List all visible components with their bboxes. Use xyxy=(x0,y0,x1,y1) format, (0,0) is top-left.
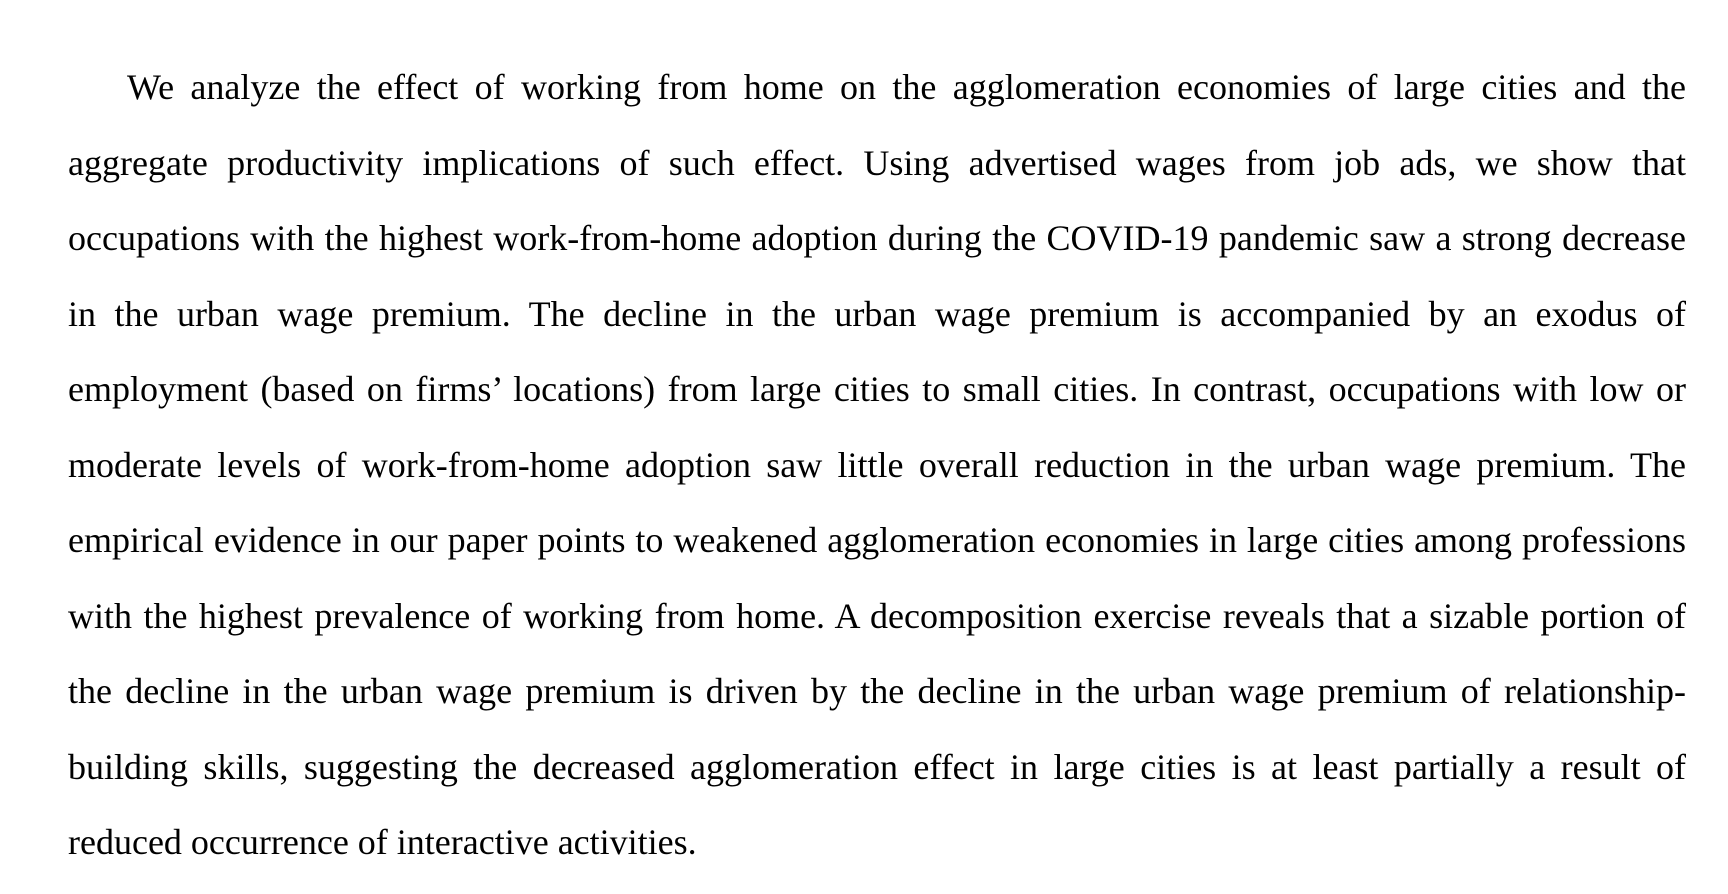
abstract-paragraph: We analyze the effect of working from home on the agglomeration economies of large cities and the aggregate productivity implications of such effect. Using advertised wages from job ads, we show that occupations with the highest work-from-home adoption during the COVID-19 pandemic saw a strong decrease in the urban wage premium. The decline in the urban wage premium is accompanied by an exodus of employment (based on firms’ locations) from large cities to small cities. In contrast, occupations with low or moderate levels of work-from-home adoption saw little overall reduction in the urban wage premium. The empirical evidence in our paper points to weakened agglomeration economies in large cities among professions with the highest prevalence of working from home. A decomposition exercise reveals that a sizable portion of the decline in the urban wage premium is driven by the decline in the urban wage premium of relationship-building skills, suggesting the decreased agglomeration effect in large cities is at least partially a result of reduced occurrence of interactive activities. xyxy=(68,67,1686,862)
